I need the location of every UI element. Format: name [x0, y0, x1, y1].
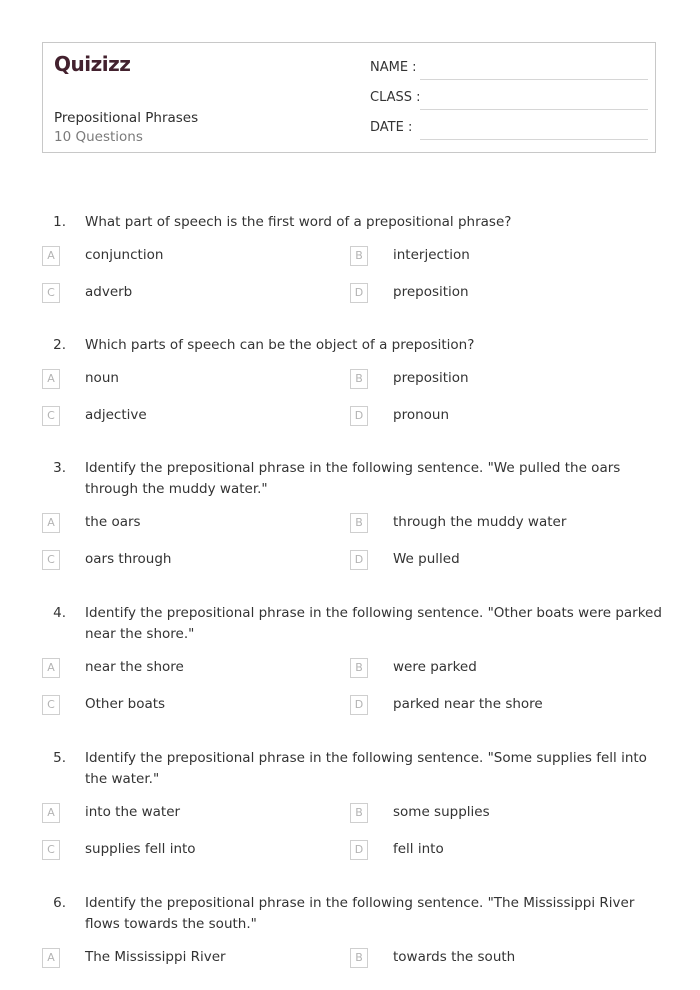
question-text: What part of speech is the first word of a prepositional phrase? — [85, 214, 512, 230]
question-number: 4. — [53, 605, 66, 621]
name-line[interactable] — [420, 79, 648, 80]
question-number: 5. — [53, 750, 66, 766]
option-letter-c[interactable]: C — [42, 283, 60, 303]
option-text[interactable]: noun — [85, 370, 119, 386]
question-text: Which parts of speech can be the object of a preposition? — [85, 337, 475, 353]
option-letter-d[interactable]: D — [350, 840, 368, 860]
question-text: Identify the prepositional phrase in the following sentence. "The Mississippi River flows towards the south." — [85, 895, 635, 932]
worksheet-title: Prepositional Phrases — [54, 110, 199, 126]
option-text[interactable]: interjection — [393, 247, 470, 263]
option-text[interactable]: preposition — [393, 370, 469, 386]
option-letter-b[interactable]: B — [350, 803, 368, 823]
option-letter-c[interactable]: C — [42, 550, 60, 570]
option-text[interactable]: the oars — [85, 514, 141, 530]
option-letter-c[interactable]: C — [42, 406, 60, 426]
option-text[interactable]: The Mississippi River — [85, 949, 226, 965]
question-text: Identify the prepositional phrase in the following sentence. "We pulled the oars through the muddy water." — [85, 460, 621, 497]
option-text[interactable]: into the water — [85, 804, 181, 820]
option-letter-d[interactable]: D — [350, 695, 368, 715]
option-letter-b[interactable]: B — [350, 513, 368, 533]
option-text[interactable]: supplies fell into — [85, 841, 196, 857]
question-count: 10 Questions — [54, 129, 143, 145]
option-letter-d[interactable]: D — [350, 550, 368, 570]
class-label: CLASS : — [370, 90, 421, 105]
option-letter-c[interactable]: C — [42, 695, 60, 715]
option-text[interactable]: through the muddy water — [393, 514, 567, 530]
option-letter-a[interactable]: A — [42, 513, 60, 533]
question-number: 2. — [53, 337, 66, 353]
option-text[interactable]: conjunction — [85, 247, 164, 263]
date-field[interactable] — [370, 120, 648, 140]
option-text[interactable]: pronoun — [393, 407, 450, 423]
date-label: DATE : — [370, 120, 413, 135]
date-line[interactable] — [420, 139, 648, 140]
option-letter-b[interactable]: B — [350, 658, 368, 678]
option-text[interactable]: parked near the shore — [393, 696, 543, 712]
option-text[interactable]: were parked — [393, 659, 477, 675]
class-field[interactable] — [370, 90, 648, 110]
option-letter-a[interactable]: A — [42, 948, 60, 968]
question-number: 6. — [53, 895, 66, 911]
quizizz-logo: Quizizz — [54, 52, 131, 76]
option-letter-a[interactable]: A — [42, 658, 60, 678]
question-number: 1. — [53, 214, 66, 230]
option-letter-b[interactable]: B — [350, 246, 368, 266]
question-text: Identify the prepositional phrase in the following sentence. "Other boats were parked near the shore." — [85, 605, 662, 642]
option-letter-a[interactable]: A — [42, 369, 60, 389]
option-letter-a[interactable]: A — [42, 246, 60, 266]
option-text[interactable]: Other boats — [85, 696, 166, 712]
option-text[interactable]: near the shore — [85, 659, 184, 675]
option-text[interactable]: oars through — [85, 551, 172, 567]
option-text[interactable]: preposition — [393, 284, 469, 300]
option-text[interactable]: adjective — [85, 407, 147, 423]
option-text[interactable]: towards the south — [393, 949, 516, 965]
option-text[interactable]: We pulled — [393, 551, 460, 567]
option-letter-d[interactable]: D — [350, 283, 368, 303]
question-text: Identify the prepositional phrase in the following sentence. "Some supplies fell into the water." — [85, 750, 647, 787]
option-letter-c[interactable]: C — [42, 840, 60, 860]
option-text[interactable]: fell into — [393, 841, 444, 857]
option-letter-a[interactable]: A — [42, 803, 60, 823]
option-letter-b[interactable]: B — [350, 948, 368, 968]
class-line[interactable] — [420, 109, 648, 110]
option-text[interactable]: some supplies — [393, 804, 490, 820]
name-label: NAME : — [370, 60, 417, 75]
option-letter-d[interactable]: D — [350, 406, 368, 426]
option-letter-b[interactable]: B — [350, 369, 368, 389]
question-number: 3. — [53, 460, 66, 476]
option-text[interactable]: adverb — [85, 284, 133, 300]
name-field[interactable] — [370, 60, 648, 80]
worksheet-header — [42, 42, 656, 153]
